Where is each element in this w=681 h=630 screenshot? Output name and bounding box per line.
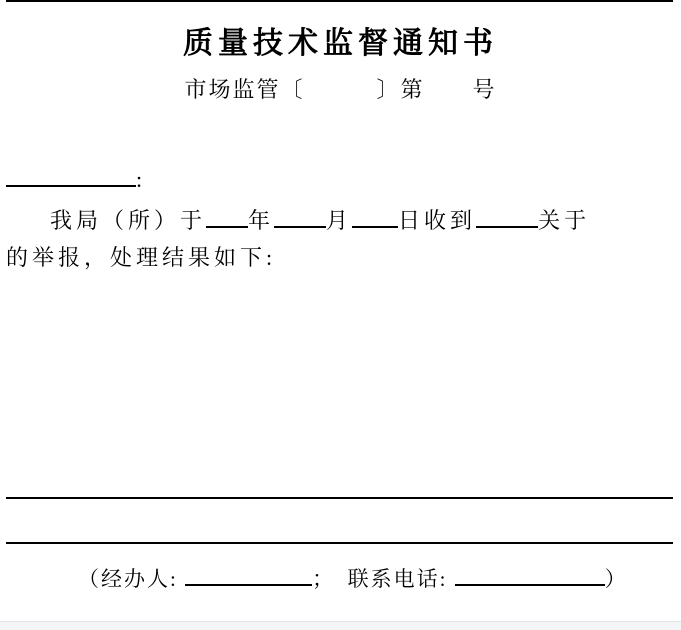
handler-name-blank-field [185, 567, 312, 586]
writing-line-1 [6, 497, 673, 499]
addressee-colon: : [136, 167, 143, 192]
footer-close-paren: ） [604, 567, 628, 591]
writing-line-2 [6, 542, 673, 544]
body-text-regarding: 关于 [538, 208, 591, 233]
horizontal-scrollbar-track[interactable] [0, 621, 681, 630]
body-paragraph [6, 202, 675, 276]
body-text-day-received: 日收到 [398, 208, 477, 233]
contact-phone-blank-field [455, 567, 605, 586]
source-blank-field [476, 208, 538, 228]
month-blank-field [274, 208, 326, 228]
document-title: 质量技术监督通知书 [183, 27, 498, 60]
footer-handler-label: （经办人: [78, 567, 178, 591]
addressee-line [6, 164, 142, 196]
footer-phone-label: ； 联系电话: [312, 567, 448, 591]
body-text-month: 月 [326, 208, 353, 233]
body-line-1 [6, 202, 675, 239]
addressee-blank-field [6, 167, 136, 187]
year-blank-field [206, 208, 248, 228]
writing-line-6 [6, 0, 673, 2]
day-blank-field [352, 208, 398, 228]
body-line-2: 的举报，处理结果如下: [6, 245, 277, 270]
document-number-line: 市场监管〔 〕第 号 [184, 77, 497, 102]
body-text-year: 年 [248, 208, 275, 233]
handler-contact-line [78, 560, 628, 598]
body-text-received-prefix: 我局（所）于 [50, 208, 207, 233]
